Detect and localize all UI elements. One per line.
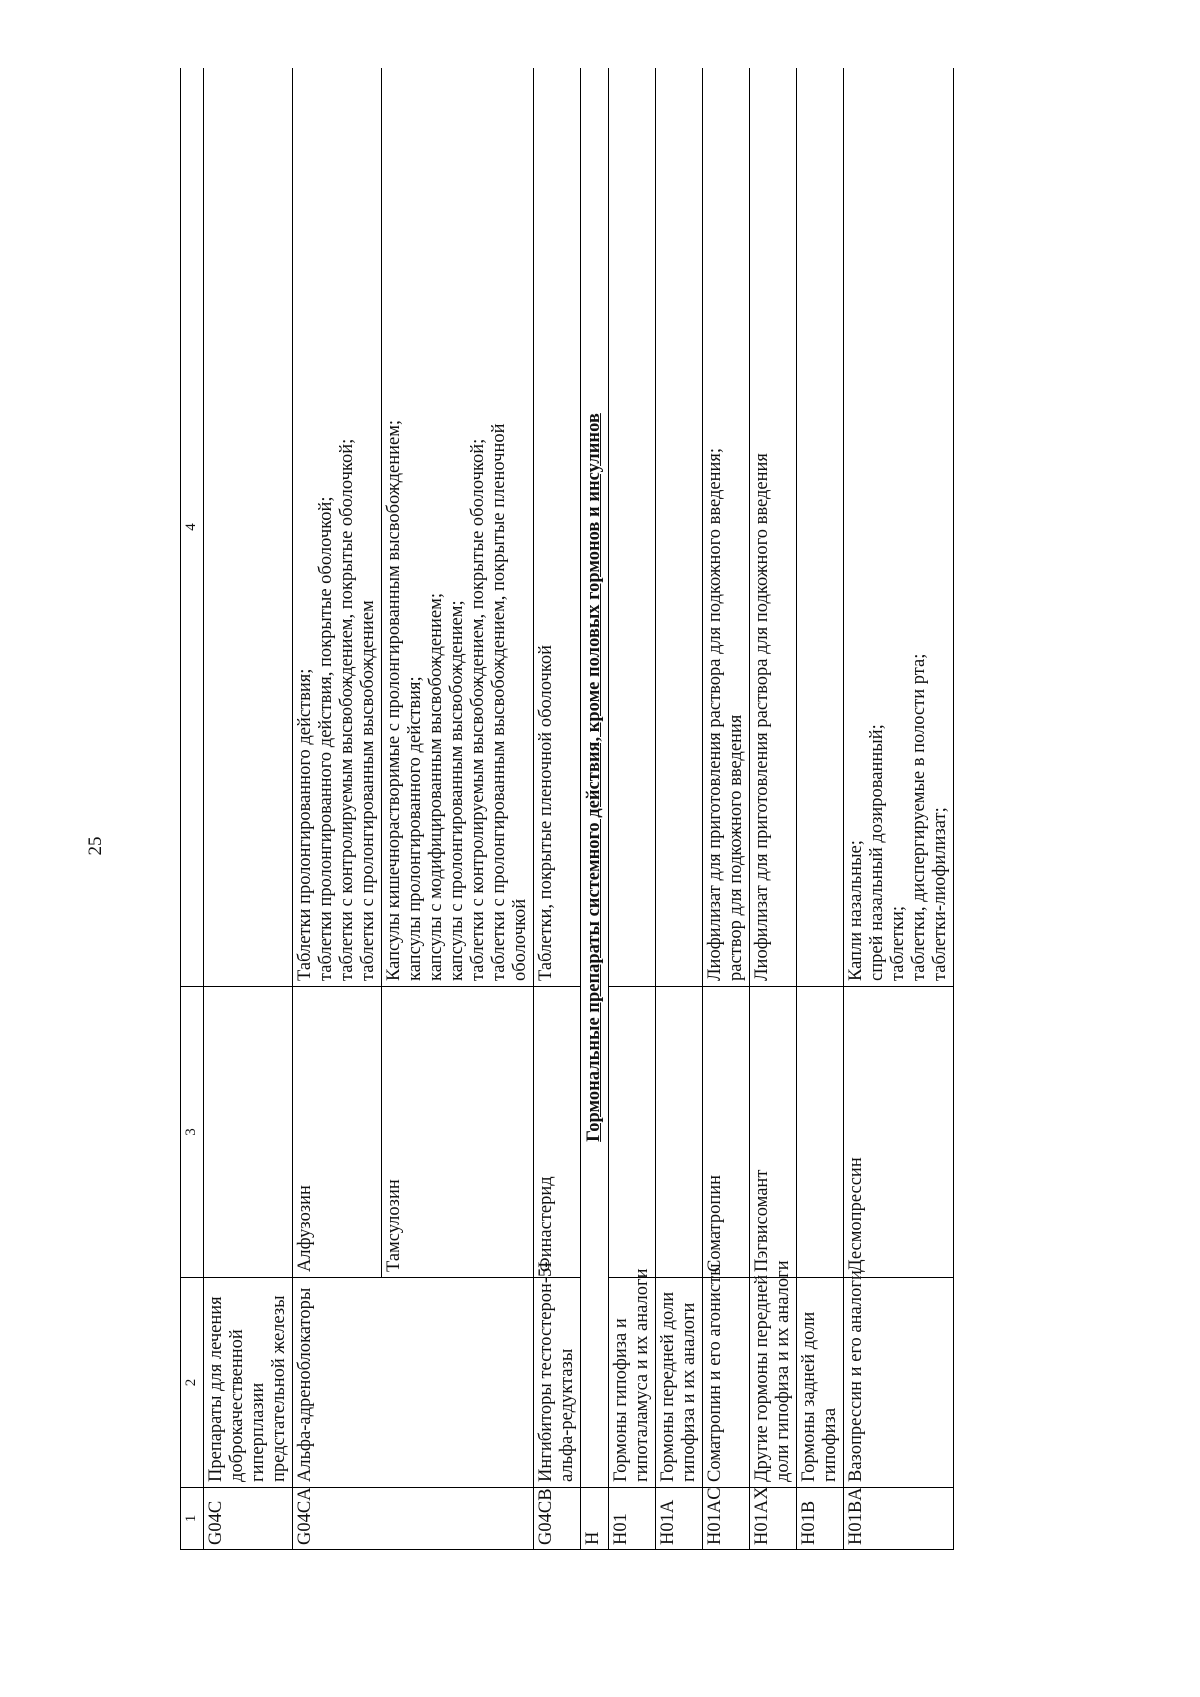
atc-code: H01A [656, 1488, 703, 1550]
atc-code: H01AX [750, 1488, 797, 1550]
atc-group: Другие гормоны передней доли гипофиза и их аналоги [750, 1278, 797, 1488]
atc-code: H01B [797, 1488, 844, 1550]
atc-group: Соматропин и его агонисты [703, 1278, 750, 1488]
drug-name [609, 987, 656, 1278]
table-row [797, 68, 844, 1550]
dosage-forms: Капсулы кишечнорастворимые с пролонгированным высвобождением; капсулы пролонгированного действия; капсулы с модифицированным высвобождением; капсулы с пролонгированным высвобождением; таблетки с контролируемым высвобождением, покрытые оболочкой; таблетки с пролонгированным высвобождением, покрытые пленочной оболочкой [382, 68, 534, 987]
dosage-forms [656, 68, 703, 987]
dosage-forms [797, 68, 844, 987]
dosage-forms: Лиофилизат для приготовления раствора для подкожного введения; раствор для подкожного введения [703, 68, 750, 987]
drug-name: Десмопрессин [844, 987, 954, 1278]
table-row [204, 68, 293, 1550]
table-row [534, 68, 581, 1550]
dosage-forms: Капли назальные; спрей назальный дозированный; таблетки; таблетки, диспергируемые в полости рта; таблетки-лиофилизат; [844, 68, 954, 987]
table-row [293, 68, 382, 1550]
page-number: 25 [85, 836, 106, 856]
column-number: 3 [181, 987, 204, 1278]
atc-code: H01 [609, 1488, 656, 1550]
table-row [750, 68, 797, 1550]
drug-name: Пэгвисомант [750, 987, 797, 1278]
atc-group: Альфа-адреноблокаторы [293, 1278, 534, 1488]
drug-name: Алфузозин [293, 987, 382, 1278]
atc-code: H01BA [844, 1488, 954, 1550]
atc-group: Вазопрессин и его аналоги [844, 1278, 954, 1488]
dosage-forms [204, 68, 293, 987]
column-number: 4 [181, 68, 204, 987]
dosage-forms [609, 68, 656, 987]
atc-code: G04CB [534, 1488, 581, 1550]
section-title: Гормональные препараты системного действия, кроме половых гормонов и инсулинов [581, 68, 609, 1488]
column-number: 2 [181, 1278, 204, 1488]
table-row [609, 68, 656, 1550]
atc-group: Гормоны задней доли гипофиза [797, 1278, 844, 1488]
table-container [180, 68, 1180, 1550]
drug-name: Тамсулозин [382, 987, 534, 1278]
atc-group: Ингибиторы тестостерон-5- альфа-редуктазы [534, 1278, 581, 1488]
header-row [181, 68, 204, 1550]
atc-group: Гормоны передней доли гипофиза и их аналоги [656, 1278, 703, 1488]
table-row [844, 68, 954, 1550]
atc-code: G04CA [293, 1488, 534, 1550]
atc-code: H01AC [703, 1488, 750, 1550]
dosage-forms: Лиофилизат для приготовления раствора для подкожного введения [750, 68, 797, 987]
section-row [581, 68, 609, 1550]
atc-code: G04C [204, 1488, 293, 1550]
dosage-forms: Таблетки, покрытые пленочной оболочкой [534, 68, 581, 987]
atc-group: Гормоны гипофиза и гипоталамуса и их аналоги [609, 1278, 656, 1488]
drug-name [656, 987, 703, 1278]
drug-table [180, 68, 954, 1550]
section-code: H [581, 1488, 609, 1550]
atc-group: Препараты для лечения доброкачественной гиперплазии предстательной железы [204, 1278, 293, 1488]
drug-name: Соматропин [703, 987, 750, 1278]
table-row [703, 68, 750, 1550]
drug-name [797, 987, 844, 1278]
drug-name [204, 987, 293, 1278]
column-number: 1 [181, 1488, 204, 1550]
dosage-forms: Таблетки пролонгированного действия; таблетки пролонгированного действия, покрытые оболочкой; таблетки с контролируемым высвобождением, покрытые оболочкой; таблетки с пролонгированным высвобождением [293, 68, 382, 987]
drug-name: Финастерид [534, 987, 581, 1278]
table-row [656, 68, 703, 1550]
